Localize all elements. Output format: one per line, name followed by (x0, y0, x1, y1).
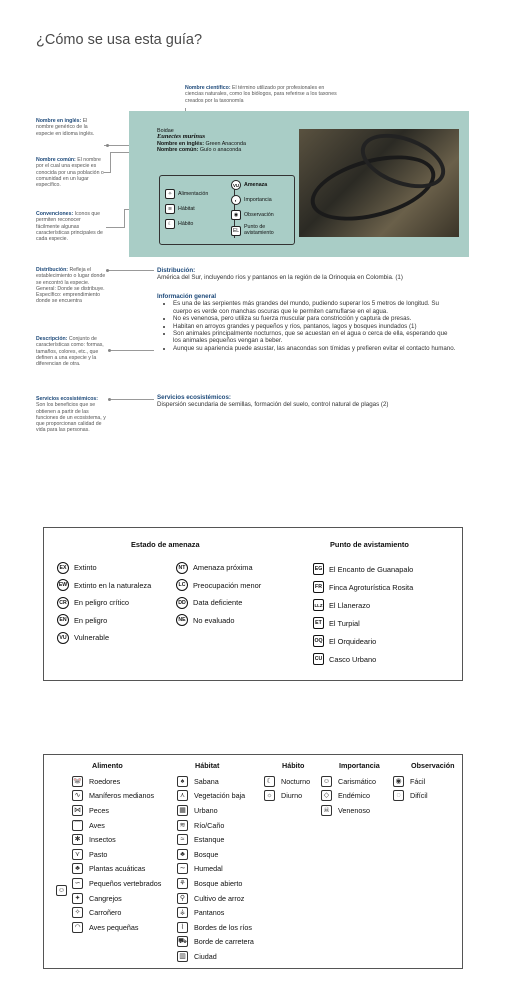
venomous-icon: ☠ (321, 805, 332, 816)
note-conventions: Convenciones: Iconos que permiten reconocer fácilmente algunas características principales de cada especie. (36, 211, 103, 243)
distribution-text: América del Sur, incluyendo ríos y pantanos en la región de la Orinoquia en Colombia. (1) (157, 274, 403, 282)
connector-dot (106, 144, 109, 147)
general-info-list (157, 300, 457, 352)
legend-habito-title: Hábito (282, 761, 305, 770)
eye-closed-icon: ◌ (393, 790, 404, 801)
legend-item: ∽ Pequeños vertebrados (72, 876, 161, 891)
connector-line (106, 270, 154, 271)
distribution-heading: Distribución: (157, 267, 196, 274)
icon-row-importancia: ◐ Importancia (231, 195, 272, 205)
legend-importancia-title: Importancia (339, 761, 380, 770)
threat-status-title: Estado de amenaza (131, 540, 200, 549)
legend-habito (264, 761, 310, 803)
icon-row-observacion: ◉ Observación (231, 210, 274, 220)
small-animal-icon: ☺ (57, 887, 66, 894)
pond-icon: ≈ (177, 834, 188, 845)
species-card-text (157, 128, 246, 154)
legend-item: ⋏ Vegetación baja (177, 789, 254, 804)
connector-line (110, 152, 111, 172)
legend-item: ✱ Insectos (72, 832, 161, 847)
sighting-item: EG El Encanto de Guanapalo (314, 564, 414, 574)
legend-item: ⚶ Pantanos (177, 905, 254, 920)
sighting-item: ET El Turpial (313, 614, 413, 632)
legend-item: ◠ Aves pequeñas (72, 920, 161, 935)
list-item: • Es una de las serpientes más grandes del mundo, pudiendo superar los 5 metros de longitud. Su cuerpo es verde con manchas oscuras que le permiten camuflarse en el agua. (173, 300, 457, 315)
legend-habitat (177, 761, 254, 964)
conventions-icon-box (159, 175, 295, 245)
icon-row-punto: EL Punto de avistamiento (232, 224, 274, 236)
legend-importancia (321, 761, 380, 818)
moon-icon: ☾ (165, 219, 175, 229)
note-scientific-name: Nombre científico: El término utilizado por profesionales en ciencias naturales, como los biólogos, para referirse a los taxones creados por la taxonomía (185, 85, 337, 104)
legend-item: ▥ Ciudad (177, 949, 254, 964)
legend-item: ☼ Diurno (264, 789, 310, 804)
legend-alimento-title: Alimento (92, 761, 123, 770)
aquatic-plant-icon: ♣ (72, 863, 83, 874)
sighting-list (313, 560, 413, 668)
legend-item: ≋ Río/Caño (177, 818, 254, 833)
legend-item: ♣ Plantas acuáticas (72, 862, 161, 877)
note-distribution: Distribución: Refleja el establecimiento o lugar donde se encontró la especie. General: Donde se distribuye. Específico: emprendimiento donde se encuentra (36, 267, 106, 305)
connector-line (124, 209, 125, 227)
distribution-section (157, 267, 457, 282)
icon-legend-panel (43, 754, 463, 969)
eye-icon: ◉ (393, 776, 404, 787)
insect-icon: ✱ (72, 834, 83, 845)
services-section (157, 394, 457, 409)
legend-item: ♣ Bosque (177, 847, 254, 862)
list-item: • Son animales principalmente nocturnos, que se acuestan en el agua o cerca de ella, esperando que los animales pequeños vengan a beber. (173, 330, 457, 345)
legend-item: ∿ Maníferos medianos (72, 789, 161, 804)
food-icon: ✧ (165, 189, 175, 199)
connector-line (104, 172, 111, 173)
english-name-row: Nombre en inglés: Green Anaconda (157, 140, 246, 147)
sun-icon: ☼ (264, 790, 275, 801)
threat-list-right (176, 559, 261, 629)
river-icon: ≋ (177, 820, 188, 831)
riverbank-icon: ⌇ (177, 922, 188, 933)
legend-item: ⋈ Peces (74, 805, 109, 815)
crab-icon: ✦ (72, 893, 83, 904)
connector-dot (108, 398, 111, 401)
legend-habitat-title: Hábitat (195, 761, 220, 770)
note-description: Descripción: Conjunto de características como: formas, tamaños, colores, etc., que definen a una especie y la diferencian de otra. (36, 336, 104, 368)
urban-icon: ▦ (177, 805, 188, 816)
legend-item: ✧ Carroñero (72, 905, 161, 920)
legend-item: ☠ Venenoso (321, 803, 380, 818)
legend-item: ∼ Humedal (177, 862, 254, 877)
grass-icon: ⋎ (72, 849, 83, 860)
rodent-icon: 🐭 (73, 777, 82, 785)
threat-status-panel (43, 527, 463, 681)
small-bird-icon: ◠ (72, 922, 83, 933)
threat-item-lc: LC Preocupación menor (176, 577, 261, 595)
low-vegetation-icon: ⋏ (177, 790, 188, 801)
list-item: • Aunque su apariencia puede asustar, las anacondas son tímidas y prefieren evitar el contacto humano. (173, 345, 457, 352)
scientific-name: Eunectes murinus (157, 133, 206, 141)
roadside-icon: ⛟ (178, 938, 187, 946)
rice-field-icon: ⚲ (177, 893, 188, 904)
threat-list-left (57, 559, 151, 647)
connector-dot (106, 269, 109, 272)
threat-item-nt: NT Amenaza próxima (176, 559, 261, 577)
legend-item: ✦ Cangrejos (72, 891, 161, 906)
sighting-item: OQ El Orquideario (314, 636, 377, 646)
legend-item: ⛟ Borde de carretera (178, 937, 254, 947)
legend-item: ≈ Estanque (177, 832, 254, 847)
bird-icon: ⌒ (74, 821, 81, 829)
connector-line (106, 227, 125, 228)
fish-icon: ⋈ (74, 806, 81, 814)
swamp-icon: ⚶ (177, 907, 188, 918)
wetland-icon: ∼ (177, 863, 188, 874)
forest-icon: ♣ (177, 849, 188, 860)
legend-item: ◇ Endémico (321, 789, 380, 804)
legend-item: ⚘ Bosque abierto (177, 876, 254, 891)
legend-item: ⚲ Cultivo de arroz (177, 891, 254, 906)
connector-line (108, 350, 154, 351)
species-photo (299, 129, 459, 237)
moon-icon: ☾ (264, 776, 275, 787)
family-name: Boidae (157, 128, 174, 134)
legend-alimento (72, 761, 161, 935)
threat-item-vu: VU Vulnerable (57, 629, 151, 647)
legend-item: ◌ Difícil (393, 789, 455, 804)
legend-item: ♠ Sabana (177, 774, 254, 789)
importance-icon: ◐ (231, 195, 241, 205)
list-item: • Habitan en arroyos grandes y pequeños y ríos, pantanos, lagos y bosques inundados (1) (173, 323, 457, 330)
note-english-name: Nombre en inglés: El nombre genérico de la especie en idioma inglés. (36, 118, 95, 137)
connector-line (108, 399, 154, 400)
habitat-icon: ≋ (165, 204, 175, 214)
threat-item-en: EN En peligro (57, 612, 151, 630)
legend-item: ☺ Carismático (322, 776, 376, 786)
threat-item-cr: CR En peligro crítico (57, 594, 151, 612)
sighting-badge-icon: EL (232, 227, 240, 234)
note-services: Servicios ecosistémicos: Son los beneficios que se obtienen a partir de las funciones de un ecosistema, y que proporcionan calidad de vida para las personas. (36, 396, 106, 434)
legend-item: ◉ Fácil (393, 774, 455, 789)
icon-row-amenaza: VU Amenaza (232, 182, 268, 188)
note-common-name: Nombre común: El nombre por el cual una especie es conocida por una población o comunidad en un lugar específico. (36, 157, 104, 189)
legend-item: ⋎ Pasto (72, 847, 161, 862)
icon-row-alimentacion: ✧ Alimentación (165, 189, 208, 199)
threat-item-dd: DD Data deficiente (176, 594, 261, 612)
sighting-item: LLZ El Llanerazo (314, 600, 371, 610)
legend-item: 🐭 Roedores (73, 776, 121, 786)
sighting-title: Punto de avistamiento (330, 540, 409, 549)
city-icon: ▥ (177, 951, 188, 962)
scavenger-icon: ✧ (72, 907, 83, 918)
legend-observacion (393, 761, 455, 803)
open-forest-icon: ⚘ (177, 878, 188, 889)
threat-item-ne: NE No evaluado (176, 612, 261, 630)
sighting-item: FR Finca Agroturística Rosita (313, 578, 413, 596)
threat-badge-icon: VU (231, 180, 241, 190)
vertebrate-icon: ∽ (72, 878, 83, 889)
legend-item: ▦ Urbano (177, 803, 254, 818)
mammal-icon: ∿ (72, 790, 83, 801)
common-name-row: Nombre común: Guío o anaconda (157, 147, 242, 154)
endemic-icon: ◇ (321, 790, 332, 801)
services-text: Dispersión secundaria de semillas, formación del suelo, control natural de plagas (2) (157, 401, 389, 409)
list-item: • No es venenosa, pero utiliza su fuerza muscular para constricción y captura de presas. (173, 315, 457, 322)
legend-item: ☾ Nocturno (264, 774, 310, 789)
general-info-section (157, 293, 457, 352)
legend-item: ⌇ Bordes de los ríos (177, 920, 254, 935)
savanna-icon: ♠ (177, 776, 188, 787)
page-title: ¿Cómo se usa esta guía? (36, 32, 203, 48)
threat-item-ex: EX Extinto (57, 559, 151, 577)
threat-item-ew: EW Extinto en la naturaleza (58, 580, 152, 590)
icon-row-habito: ☾ Hábito (165, 219, 193, 229)
general-info-heading: Información general (157, 293, 217, 300)
services-heading: Servicios ecosistémicos: (157, 394, 231, 401)
charismatic-icon: ☺ (322, 777, 331, 785)
eye-icon: ◉ (231, 210, 241, 220)
connector-dot (108, 349, 111, 352)
legend-item: ⌒ Aves (74, 820, 105, 830)
legend-observacion-title: Observación (411, 761, 455, 770)
icon-row-habitat: ≋ Hábitat (165, 204, 195, 214)
sighting-item: CU Casco Urbano (314, 654, 377, 664)
